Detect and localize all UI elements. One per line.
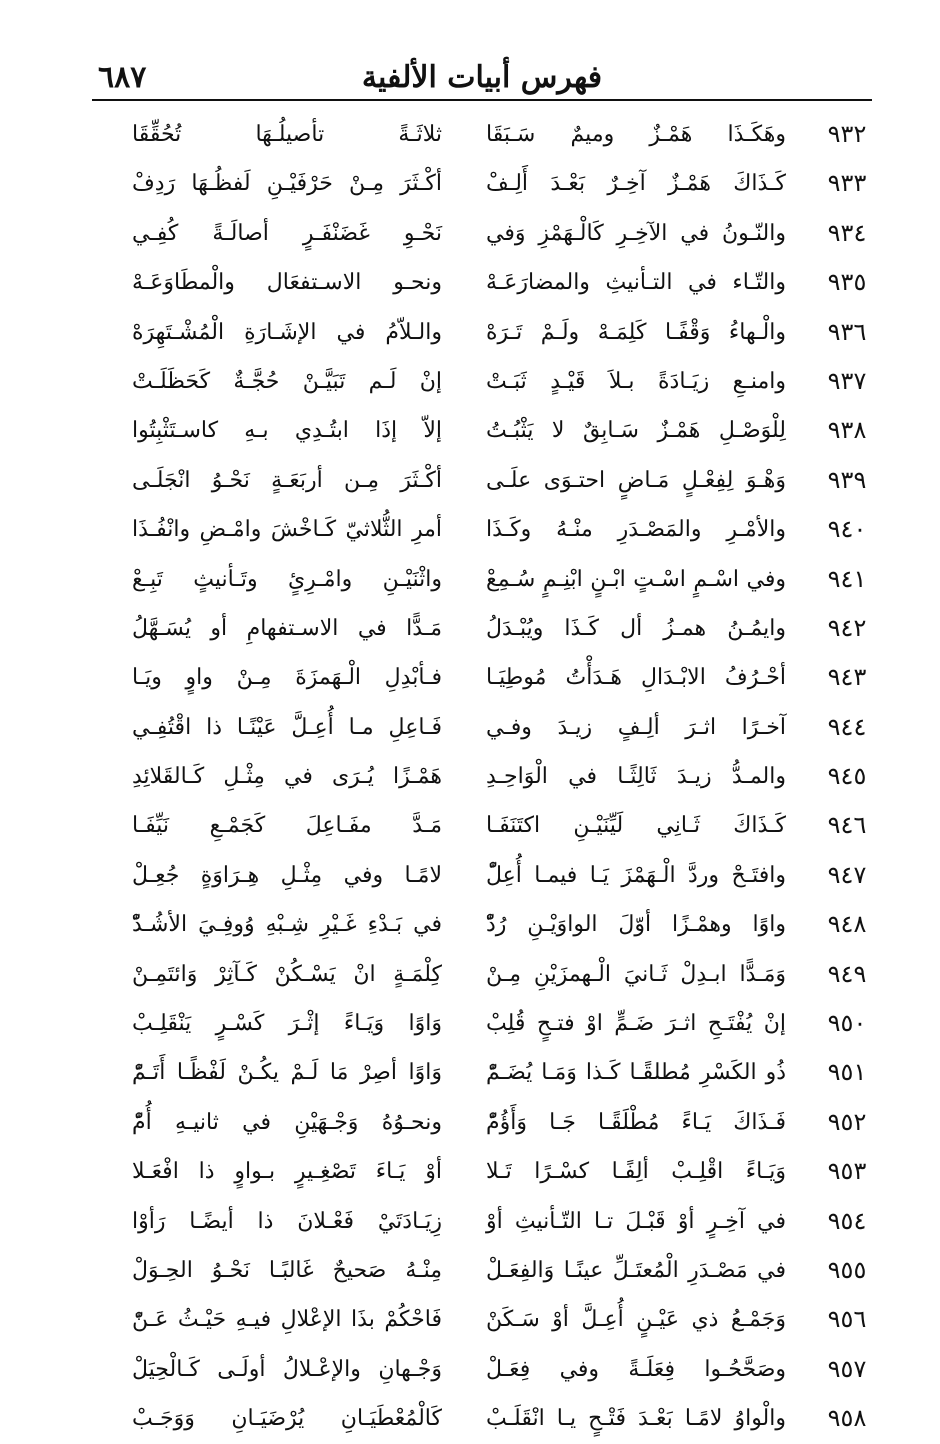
verse-first-hemistich: في آخِـرٍ أوْ قَبْـلَ تـا التّـأنيثِ أوْ — [486, 1208, 786, 1234]
verse-number: ٩٤٤ — [827, 712, 867, 741]
verse-number: ٩٥٣ — [827, 1157, 867, 1186]
verse-row — [92, 357, 872, 406]
verse-number: ٩٤١ — [827, 564, 867, 593]
verse-number: ٩٥٢ — [827, 1107, 867, 1136]
verse-second-hemistich: كِلْمَـةٍ انْ يَسْـكُنْ كَـآثِرْ وَائتَمِـنْ — [132, 961, 442, 987]
verse-row — [92, 1394, 872, 1443]
verse-first-hemistich: والْواوُ لامًـا بَعْـدَ فَتْـحٍ يـا انْقَلَـبْ — [486, 1406, 786, 1432]
verse-first-hemistich: وهَكَـذَا هَمْـزٌ وميمٌ سَـبَقَا — [486, 122, 786, 147]
verse-first-hemistich: والْـهاءُ وَقْفًـا كَلِمَـهْ ولَـمْ تَـرَهْ — [486, 319, 786, 345]
verse-number: ٩٥٤ — [827, 1206, 867, 1235]
verse-second-hemistich: إنْ لَـم تَبَيَّـنْ حُجَّـةٌ كَحَظَلَـتْ — [132, 368, 442, 394]
verse-second-hemistich: فـأبْدِلِ الْـهَمزَةَ مِـنْ واوٍ ويَـا — [132, 665, 442, 691]
verse-row — [92, 209, 872, 258]
verse-first-hemistich: فَـذَاكَ يَـاءً مُطْلَقًـا جَـا وَأَؤُمّْ — [486, 1109, 786, 1135]
verse-second-hemistich: فَاحْكُمْ بذَا الإعْلالِ فيـهِ حَيْـثُ عَـنّْ — [132, 1307, 442, 1333]
verse-second-hemistich: ثلاثَـةً تأصيلُـهَا تُحُقِّقَا — [132, 122, 442, 147]
verse-second-hemistich: ونحـو الاسـتفعَال والْمطَاوَعَـهْ — [132, 270, 442, 296]
verse-second-hemistich: نَحْـوِ غَضَنْفَـرٍ أصالَـةً كُفِـي — [132, 220, 442, 246]
verse-second-hemistich: أوْ يَـاءَ تَصْغِـيرٍ بـواوٍ ذا افْعَـلا — [132, 1159, 442, 1185]
verse-second-hemistich: والـلاّمُ في الإشَـارَةِ الْمُشْـتَهِرَهْ — [132, 319, 442, 345]
verse-second-hemistich: وَاوًا أصِرْ مَا لَـمْ يكُـنْ لَفْظًـا أَتَـمّْ — [132, 1060, 442, 1086]
verse-second-hemistich: مِنْـهُ صَحيحٌ غَالبًـا نَحْـوُ الحِـوَلْ — [132, 1257, 442, 1283]
verse-row — [92, 110, 872, 159]
verse-second-hemistich: وَاوًا وَيَـاءً إثْـرَ كَسْـرٍ يَنْقَلِـبْ — [132, 1011, 442, 1037]
verse-second-hemistich: هَمْـزًا يُـرَى في مِثْـلِ كَـالقَلائِدِ — [132, 764, 442, 790]
verse-number: ٩٣٨ — [827, 416, 867, 445]
verse-row — [92, 950, 872, 999]
verse-row — [92, 1345, 872, 1394]
verse-number: ٩٥١ — [827, 1058, 867, 1087]
verse-second-hemistich: لامًـا وفي مِثْـلِ هِـرَاوَةٍ جُعِـلْ — [132, 862, 442, 888]
verse-first-hemistich: لِلْوَصْـلِ هَمْـزٌ سَـابِقٌ لا يَثْبُـتُ — [486, 418, 786, 444]
verse-number: ٩٤٣ — [827, 663, 867, 692]
verse-second-hemistich: أكْـثَرَ مِـن أربَعَـةٍ نَحْـوُ انْجَلَـى — [132, 467, 442, 493]
verse-second-hemistich: إلاّ إذَا ابتُـدِي بـهِ كاسـتَثْبِتُوا — [132, 418, 442, 444]
verse-second-hemistich: كَالْمُعْطَيَـانِ يُرْضَيَـانِ وَوَجَـبْ — [132, 1406, 442, 1432]
verse-row — [92, 1295, 872, 1344]
verse-index-list — [92, 110, 872, 1444]
verse-first-hemistich: أحْـرُفُ الابْـدَالِ هَـدَأْتُ مُوطِيَـا — [486, 665, 786, 691]
verse-first-hemistich: وَجَمْـعُ ذي عَيْـنٍ أُعِـلَّ أوْ سَـكَنْ — [486, 1307, 786, 1333]
verse-second-hemistich: ونحـوُهُ وَجْـهَيْنِ في ثانيـهِ أُمّْ — [132, 1109, 442, 1135]
verse-second-hemistich: وَجْـهانِ والإعْـلالُ أولَـى كَـالْحِيَلْ — [132, 1356, 442, 1382]
verse-number: ٩٤٢ — [827, 613, 867, 642]
verse-number: ٩٤٥ — [827, 762, 867, 791]
verse-number: ٩٥٠ — [827, 1009, 867, 1038]
verse-first-hemistich: وايمُـنُ همـزُ أل كَـذَا ويُبْـدَلُ — [486, 615, 786, 641]
verse-first-hemistich: وصَحَّحُـوا فِعَلَـةً وفي فِعَـلْ — [486, 1356, 786, 1382]
verse-first-hemistich: آخـرًا اثـرَ ألِـفٍ زيـدَ وفـي — [486, 714, 786, 740]
verse-number: ٩٤٠ — [827, 515, 867, 544]
verse-second-hemistich: فَـاعِلِ مـا أُعِـلَّ عَيْنًـا ذا اقْتُفِـي — [132, 714, 442, 740]
verse-first-hemistich: إنْ يُفْتَـحِ اثـرَ ضَـمٍّ اوْ فتـحٍ قُلِبْ — [486, 1011, 786, 1037]
verse-number: ٩٣٣ — [827, 169, 867, 198]
verse-row — [92, 851, 872, 900]
verse-first-hemistich: وامنـعِ زيَـادَةً بـلاَ قَيْـدٍ ثَبَـتْ — [486, 368, 786, 394]
verse-number: ٩٥٥ — [827, 1255, 867, 1284]
verse-row — [92, 1246, 872, 1295]
verse-number: ٩٣٢ — [827, 120, 867, 148]
verse-row — [92, 999, 872, 1048]
verse-number: ٩٣٩ — [827, 465, 867, 494]
verse-first-hemistich: كَـذَاكَ هَمْـزٌ آخِـرٌ بَعْـدَ أَلِـفْ — [486, 171, 786, 197]
verse-first-hemistich: في مَصْـدَرِ الْمُعتَـلِّ عينًـا وَالفِعَـلْ — [486, 1257, 786, 1283]
verse-row — [92, 1197, 872, 1246]
verse-first-hemistich: وفي اسْـمٍ اسْـتٍ ابْـنٍ ابْنِـمٍ سُـمِعْ — [486, 566, 786, 592]
verse-row — [92, 555, 872, 604]
verse-second-hemistich: أكْـثَرَ مِـنْ حَرْفَيْـنِ لَفظُـهَا رَدِفْ — [132, 171, 442, 197]
verse-row — [92, 1048, 872, 1097]
verse-number: ٩٥٦ — [827, 1305, 867, 1334]
verse-number: ٩٣٦ — [827, 317, 867, 346]
verse-first-hemistich: والأمْـرِ والمَصْـدَرِ منْـهُ وكَـذَا — [486, 517, 786, 543]
verse-number: ٩٣٥ — [827, 268, 867, 297]
verse-row — [92, 1098, 872, 1147]
page-title: فهرس أبيات الألفية — [361, 60, 603, 95]
verse-number: ٩٥٧ — [827, 1354, 867, 1383]
verse-first-hemistich: كَـذَاكَ ثَـانِي لَيِّنَيْـنِ اكتَنَفَـا — [486, 813, 786, 839]
verse-number: ٩٤٧ — [827, 860, 867, 889]
verse-number: ٩٥٨ — [827, 1404, 867, 1433]
verse-row — [92, 1147, 872, 1196]
verse-row — [92, 308, 872, 357]
verse-first-hemistich: وَيَـاءً اقْلِـبْ ألِفًـا كسْـرًا تَـلا — [486, 1159, 786, 1185]
verse-first-hemistich: ذُو الكَسْرِ مُطلقًـا كَـذا وَمَـا يُضَـمّْ — [486, 1060, 786, 1086]
verse-row — [92, 900, 872, 949]
verse-second-hemistich: زِيَـادَتَيْ فَعْـلانَ ذا أيضًـا رَأوْا — [132, 1208, 442, 1234]
verse-number: ٩٣٧ — [827, 366, 867, 395]
verse-second-hemistich: واثْنَيْـنِ وامْـرِئٍ وتَـأنيثٍ تَبِـعْ — [132, 566, 442, 592]
verse-row — [92, 159, 872, 208]
header-rule — [92, 99, 872, 101]
verse-first-hemistich: والمـدُّ زيـدَ ثَالِثًـا في الْوَاحِـدِ — [486, 764, 786, 790]
verse-row — [92, 604, 872, 653]
verse-row — [92, 752, 872, 801]
verse-second-hemistich: مَـدًّا في الاسـتفهامِ أو يُسَـهَّلُ — [132, 615, 442, 641]
verse-number: ٩٤٦ — [827, 811, 867, 840]
page-number: ٦٨٧ — [98, 60, 147, 95]
verse-row — [92, 703, 872, 752]
verse-first-hemistich: واوًا وهمْـزًا أوّلَ الواوَيْـنِ رُدّْ — [486, 912, 786, 938]
verse-row — [92, 258, 872, 307]
verse-second-hemistich: في بَـدْءِ غَـيْرِ شِـبْهِ وُوفِـيَ الأشُـدّْ — [132, 912, 442, 938]
verse-first-hemistich: وَهْـوَ لِفِعْـلٍ مَـاضٍ احتـوَى علَـى — [486, 467, 786, 493]
verse-first-hemistich: وافتَـحْ وردَّ الْـهَمْزَ يَـا فيمـا أُعِلّْ — [486, 862, 786, 888]
verse-row — [92, 801, 872, 850]
verse-second-hemistich: مَـدَّ مفَـاعِلَ كَجَمْـعِ نَيِّفَـا — [132, 813, 442, 839]
verse-number: ٩٣٤ — [827, 218, 867, 247]
verse-number: ٩٤٩ — [827, 959, 867, 988]
verse-row — [92, 653, 872, 702]
verse-row — [92, 456, 872, 505]
verse-first-hemistich: والنّـونُ في الآخِـرِ كَالْـهَمْزِ وَفي — [486, 220, 786, 246]
verse-number: ٩٤٨ — [827, 910, 867, 939]
verse-second-hemistich: أمرِ الثُّلاثيّ كَـاخْشَ وامْـضِ وانْفُـذَا — [132, 517, 442, 543]
verse-row — [92, 505, 872, 554]
running-header — [92, 58, 872, 98]
verse-first-hemistich: والتّـاء في التـأنيثِ والمضارَعَـهْ — [486, 270, 786, 296]
verse-row — [92, 406, 872, 455]
verse-first-hemistich: وَمَـدًّا ابـدِلْ ثَـانيَ الْـهمزَيْنِ مِـنْ — [486, 961, 786, 987]
